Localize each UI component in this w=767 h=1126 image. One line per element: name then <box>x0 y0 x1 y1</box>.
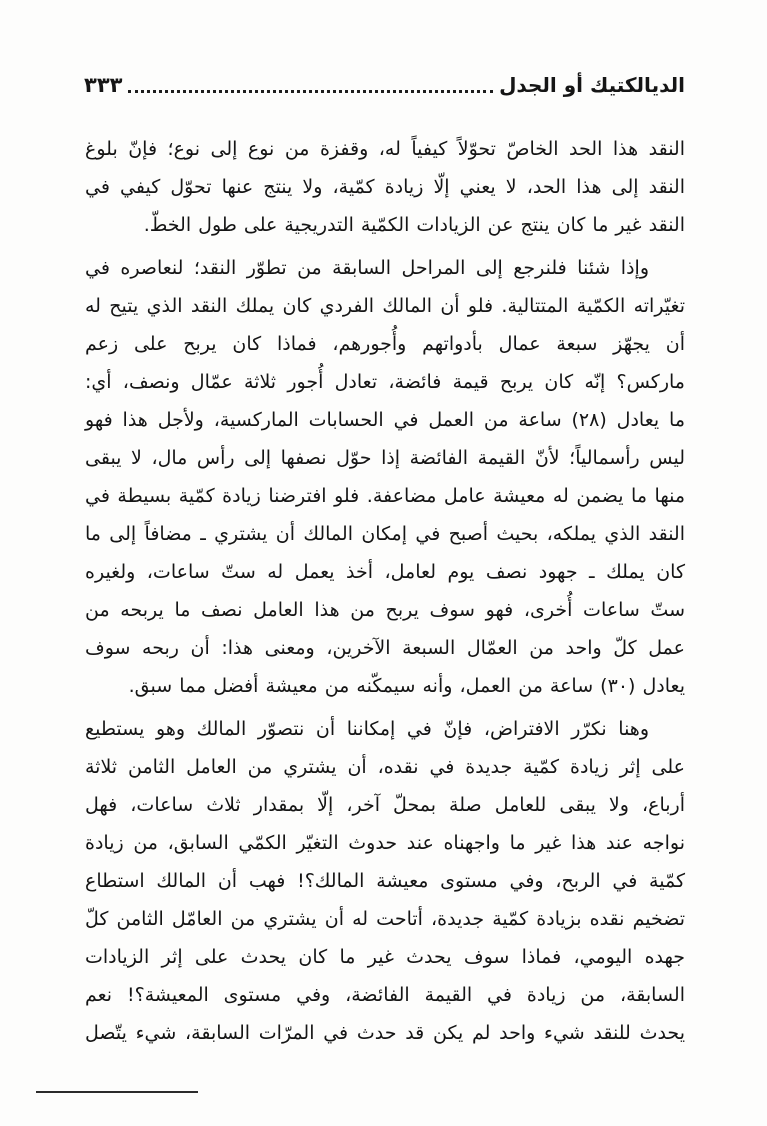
text-line: وإذا شئنا فلنرجع إلى المراحل السابقة من تطوّر النقد؛ لنعاصره في <box>85 257 649 279</box>
footer-separator-line <box>36 1091 198 1093</box>
text-line: ما يعادل (٢٨) ساعة من العمل في الحسابات الماركسية، ولأجل هذا فهو <box>85 409 685 431</box>
text-line: ستّ ساعات أُخرى، فهو سوف يربح من هذا العامل نصف ما يربحه من <box>85 599 685 621</box>
header-leader-dots <box>128 90 493 93</box>
text-line: نواجه عند هذا غير ما واجهناه عند حدوث التغيّر الكمّي السابق، من زيادة <box>85 832 685 854</box>
text-line: جهده اليومي، فماذا سوف يحدث غير ما كان يحدث على إثر الزيادات <box>85 946 685 968</box>
text-line: تغيّراته الكمّية المتتالية. فلو أن المالك الفردي كان يملك النقد الذي يتيح له <box>85 295 685 317</box>
paragraph <box>85 710 685 1052</box>
chapter-title: الديالكتيك أو الجدل <box>499 73 685 97</box>
text-line: أن يجهّز سبعة عمال بأدواتهم وأُجورهم، فماذا كان يربح على زعم <box>85 333 685 355</box>
text-line: كان يملك ـ جهود نصف يوم لعامل، أخذ يعمل له ستّ ساعات، ولغيره <box>85 561 685 583</box>
paragraph <box>85 249 685 705</box>
text-line: ليس رأسمالياً؛ لأنّ القيمة الفائضة إذا حوّل نصفها إلى رأس مال، لا يبقى <box>85 447 685 469</box>
text-line: تضخيم نقده بزيادة كمّية جديدة، أتاحت له أن يشتري من العامّل الثامن كلّ <box>85 908 685 930</box>
text-line: النقد الذي يملكه، بحيث أصبح في إمكان المالك أن يشتري ـ مضافاً إلى ما <box>85 523 685 545</box>
text-line: ماركس؟ إنّه كان يربح قيمة فائضة، تعادل أُجور ثلاثة عمّال ونصف، أي: <box>85 371 685 393</box>
paragraph <box>85 130 685 244</box>
text-line: السابقة، من زيادة في القيمة الفائضة، وفي مستوى المعيشة؟! نعم <box>85 984 685 1006</box>
text-line: النقد هذا الحد الخاصّ تحوّلاً كيفياً له، وقفزة من نوع إلى نوع؛ فإنّ بلوغ <box>85 138 685 160</box>
text-line: وهنا نكرّر الافتراض، فإنّ في إمكاننا أن نتصوّر المالك وهو يستطيع <box>85 718 649 740</box>
page-number: ٣٣٣ <box>84 73 123 97</box>
page-body <box>85 130 685 1052</box>
text-line: منها ما يضمن له معيشة عامل مضاعفة. فلو افترضنا زيادة كمّية بسيطة في <box>85 485 685 507</box>
text-line: النقد إلى هذا الحد، لا يعني إلّا زيادة كمّية، ولا ينتج عنها تحوّل كيفي في <box>85 176 685 198</box>
text-line: يعادل (٣٠) ساعة من العمل، وأنه سيمكّنه من معيشة أفضل مما سبق. <box>128 675 685 697</box>
text-line: أرباع، ولا يبقى للعامل صلة بمحلّ آخر، إلّا بمقدار ثلاث ساعات، فهل <box>85 794 685 816</box>
text-line: على إثر زيادة كمّية جديدة في نقده، أن يشتري من العامل الثامن ثلاثة <box>85 756 685 778</box>
text-line: كمّية في الربح، وفي مستوى معيشة المالك؟! فهب أن المالك استطاع <box>85 870 685 892</box>
page-header <box>84 72 685 98</box>
text-line: النقد غير ما كان ينتج عن الزيادات الكمّية التدريجية على طول الخطّ. <box>143 214 685 236</box>
text-line: يحدث للنقد شيء واحد لم يكن قد حدث في المرّات السابقة، شيء يتّصل <box>85 1022 685 1044</box>
text-line: عمل كلّ واحد من العمّال السبعة الآخرين، ومعنى هذا: أن ربحه سوف <box>85 637 685 659</box>
